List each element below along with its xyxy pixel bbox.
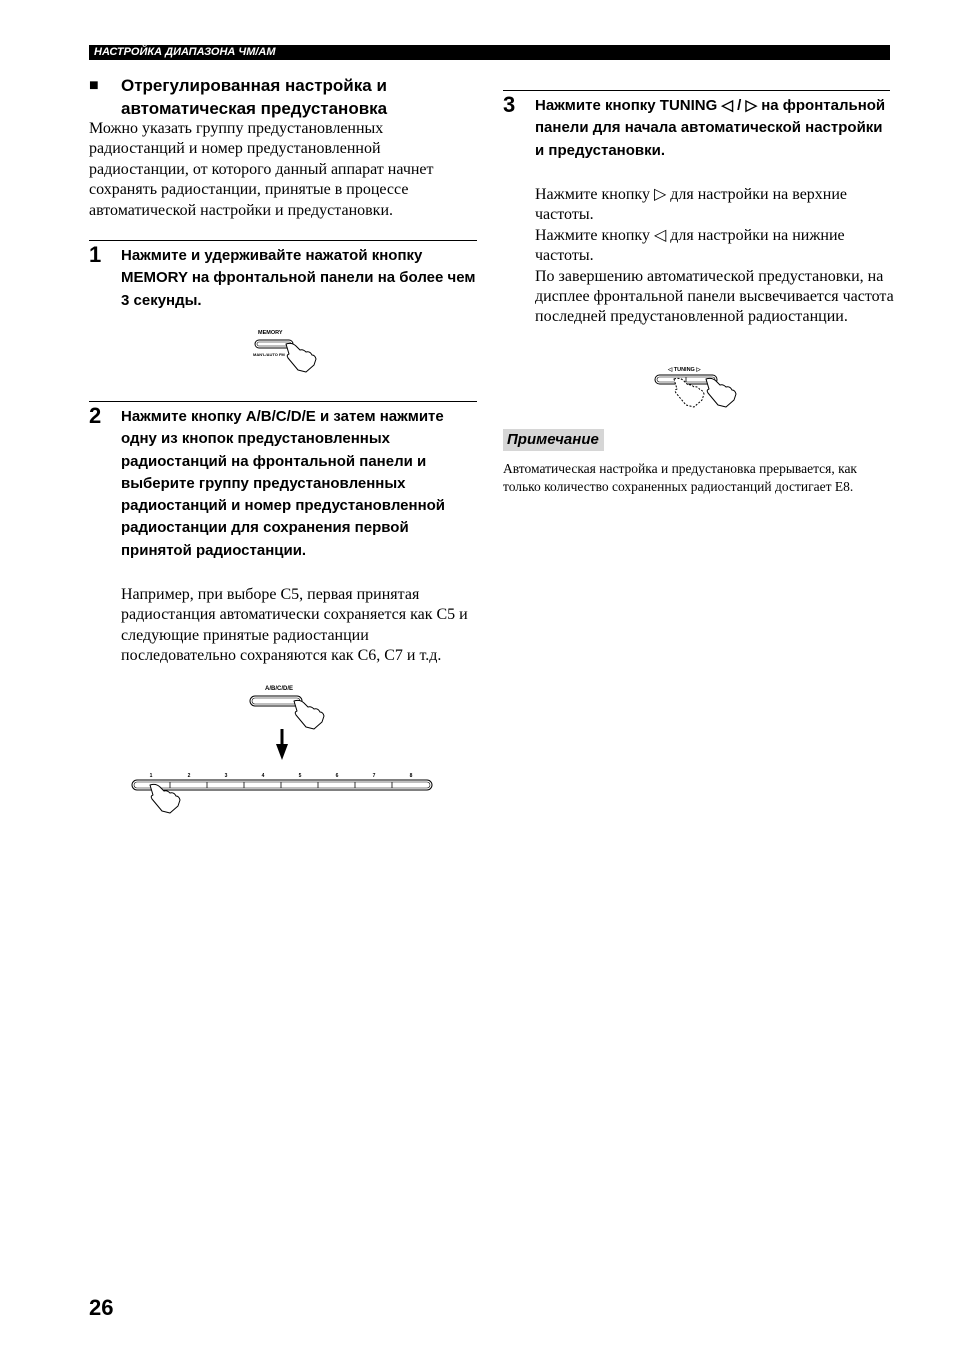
preset-buttons-illustration [130, 680, 435, 812]
step-3-title: Нажмите кнопку TUNING ◁ / ▷ на фронтальной панели для начала автоматической настройки и предустановки. [535, 97, 886, 159]
intro-paragraph: Можно указать группу предустановленных радиостанций и номер предустановленной радиостанции, от которого данный аппарат начнет сохранять радиостанции, принятые в процессе автоматической настройки и предустановки. [89, 120, 434, 219]
step-3-divider [503, 90, 890, 91]
step-3-number: 3 [503, 92, 516, 117]
section-heading-text: Отрегулированная настройка и автоматическая предустановка [121, 76, 388, 118]
note-text: Автоматическая настройка и предустановка прерывается, как только количество сохраненных радиостанций достигает E8. [503, 461, 857, 494]
preset-number: 8 [409, 773, 413, 779]
finger-press-icon [706, 378, 736, 407]
step-2-body: Например, при выборе C5, первая принятая радиостанция автоматически сохраняется как C5 и следующие принятые радиостанции последовательно сохраняются как C6, C7 и т.д. [121, 586, 468, 665]
section-header-title: НАСТРОЙКА ДИАПАЗОНА ЧМ/AM [94, 46, 276, 58]
preset-number: 7 [372, 773, 376, 779]
abcde-button-label: A/B/C/D/E [265, 686, 294, 692]
square-bullet-icon: ■ [89, 77, 99, 94]
preset-number: 3 [224, 773, 228, 779]
section-heading [89, 74, 469, 120]
step-1-title: Нажмите и удерживайте нажатой кнопку MEMORY на фронтальной панели на более чем 3 секунды. [121, 247, 476, 309]
preset-buttons-strip [132, 780, 432, 790]
step-1-number: 1 [89, 242, 102, 267]
step-3-body-line: По завершению автоматической предустановки, на дисплее фронтальной панели высвечивается частота последней предустановленной радиостанции. [535, 267, 894, 326]
step-3-body [535, 185, 895, 328]
tuning-button-label: ◁ TUNING ▷ [668, 367, 701, 373]
memory-button-sublabel: MAN'L/AUTO FM [253, 352, 285, 357]
step-2-divider [89, 401, 477, 402]
step-2-number: 2 [89, 403, 102, 428]
preset-number: 5 [298, 773, 302, 779]
step-3-body-line: Нажмите кнопку ◁ для настройки на нижние частоты. [535, 226, 845, 265]
preset-number: 6 [335, 773, 339, 779]
down-arrow-icon [276, 744, 288, 760]
memory-button-illustration [250, 326, 320, 372]
memory-button-label: MEMORY [258, 330, 283, 336]
step-1-divider [89, 240, 477, 241]
preset-number: 4 [261, 773, 265, 779]
note-label: Примечание [503, 429, 604, 451]
finger-press-icon [286, 343, 316, 372]
step-2-title: Нажмите кнопку A/B/C/D/E и затем нажмите одну из кнопок предустановленных радиостанций на фронтальной панели и выберите группу предустановленных радиостанций и номер предустановленной радиостанции для сохранения первой принятой радиостанции. [121, 408, 446, 559]
tuning-button-illustration [650, 362, 750, 412]
page-number: 26 [89, 1295, 114, 1320]
finger-press-icon [294, 700, 324, 729]
preset-number: 1 [149, 773, 153, 779]
step-3-body-line: Нажмите кнопку ▷ для настройки на верхние частоты. [535, 186, 848, 224]
preset-number-row [150, 773, 413, 779]
section-header-bar [89, 45, 890, 60]
preset-number: 2 [187, 773, 191, 779]
